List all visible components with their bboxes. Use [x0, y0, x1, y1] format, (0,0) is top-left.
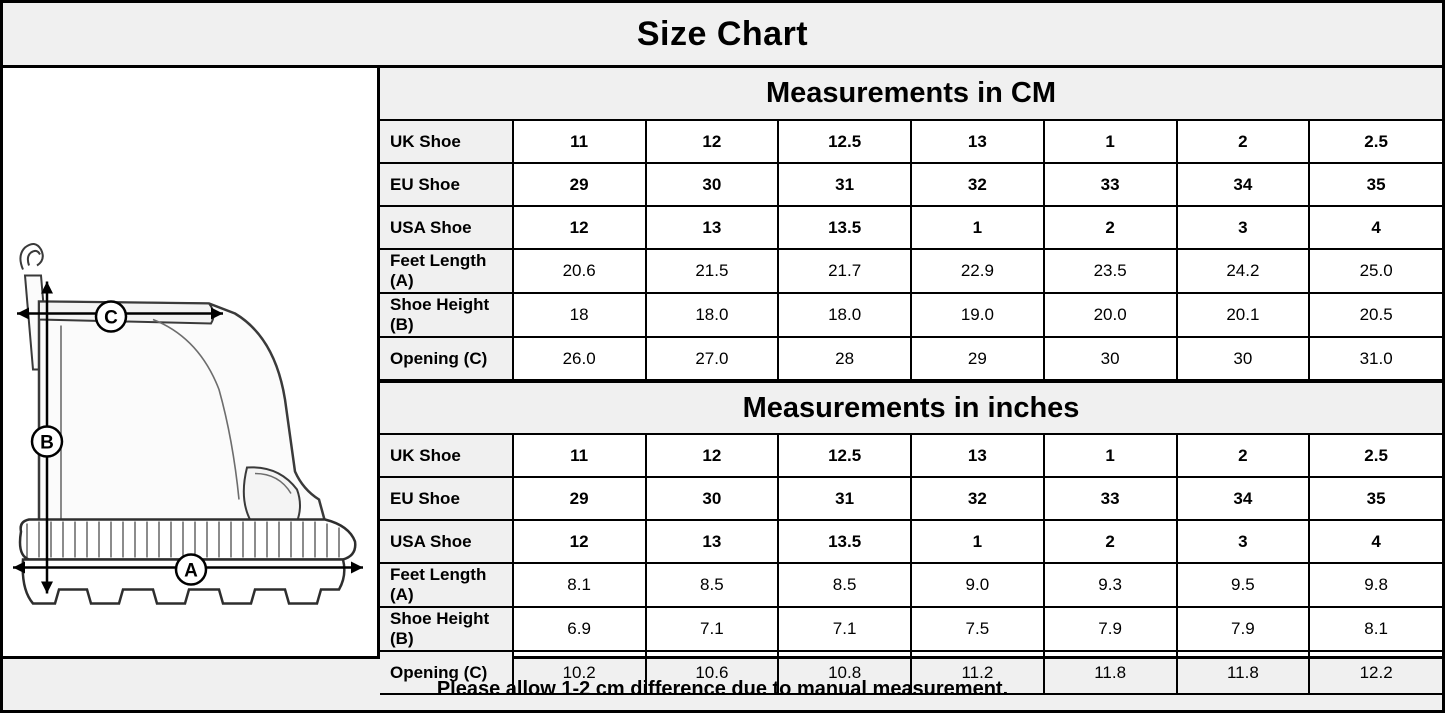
table-cell: 12 — [513, 520, 646, 563]
table-cell: 1 — [911, 206, 1044, 249]
table-cell: 9.5 — [1177, 563, 1310, 607]
table-cell: 9.8 — [1309, 563, 1442, 607]
table-row — [380, 434, 1442, 477]
table-row — [380, 563, 1442, 607]
table-cell: 12 — [646, 434, 779, 477]
row-label: Feet Length (A) — [380, 249, 513, 293]
boot-diagram — [3, 68, 377, 656]
table-cell: 35 — [1309, 477, 1442, 520]
table-cell: 3 — [1177, 520, 1310, 563]
table-cell: 20.6 — [513, 249, 646, 293]
measurements-cm-table — [380, 68, 1442, 381]
table-cell: 12.5 — [778, 434, 911, 477]
table-cell: 8.1 — [1309, 607, 1442, 651]
table-cell: 7.1 — [646, 607, 779, 651]
row-label: USA Shoe — [380, 520, 513, 563]
measurement-tables-panel — [380, 68, 1442, 682]
table-cell: 8.1 — [513, 563, 646, 607]
table-cell: 26.0 — [513, 337, 646, 380]
row-label: Feet Length (A) — [380, 563, 513, 607]
page-title-bar — [3, 3, 1442, 68]
table-row — [380, 293, 1442, 337]
table-cell: 19.0 — [911, 293, 1044, 337]
table-cell: 2 — [1177, 434, 1310, 477]
table-cell: 11 — [513, 120, 646, 163]
table-row — [380, 607, 1442, 651]
table-cell: 12 — [513, 206, 646, 249]
table-cell: 31 — [778, 477, 911, 520]
table-cell: 35 — [1309, 163, 1442, 206]
table-cell: 24.2 — [1177, 249, 1310, 293]
table-cell: 2 — [1044, 520, 1177, 563]
table-cell: 11.8 — [1177, 651, 1310, 694]
table-cell: 31.0 — [1309, 337, 1442, 380]
table-cell: 8.5 — [778, 563, 911, 607]
table-cell: 30 — [646, 163, 779, 206]
table-cell: 13 — [911, 120, 1044, 163]
row-label: USA Shoe — [380, 206, 513, 249]
table-cell: 23.5 — [1044, 249, 1177, 293]
table-cell: 29 — [513, 477, 646, 520]
table-cell: 10.2 — [513, 651, 646, 694]
table-cell: 1 — [1044, 434, 1177, 477]
table-cell: 30 — [646, 477, 779, 520]
table-cell: 30 — [1044, 337, 1177, 380]
table-cell: 3 — [1177, 206, 1310, 249]
table-cell: 13 — [646, 520, 779, 563]
table-cell: 2 — [1177, 120, 1310, 163]
row-label: Shoe Height (B) — [380, 293, 513, 337]
measurement-disclaimer: Please allow 1-2 cm difference due to manual measurement. — [436, 677, 1009, 700]
table-cell: 20.0 — [1044, 293, 1177, 337]
section-heading-cm: Measurements in CM — [380, 68, 1442, 120]
row-label: EU Shoe — [380, 163, 513, 206]
table-cell: 11.8 — [1044, 651, 1177, 694]
boot-diagram-panel — [3, 68, 380, 656]
table-cell: 25.0 — [1309, 249, 1442, 293]
table-cell: 20.5 — [1309, 293, 1442, 337]
table-cell: 32 — [911, 477, 1044, 520]
table-cell: 33 — [1044, 163, 1177, 206]
table-cell: 2.5 — [1309, 434, 1442, 477]
table-cell: 29 — [911, 337, 1044, 380]
table-cell: 7.9 — [1044, 607, 1177, 651]
row-label: Shoe Height (B) — [380, 607, 513, 651]
table-cell: 13.5 — [778, 520, 911, 563]
table-cell: 6.9 — [513, 607, 646, 651]
table-row — [380, 120, 1442, 163]
table-cell: 21.7 — [778, 249, 911, 293]
table-cell: 29 — [513, 163, 646, 206]
row-label: Opening (C) — [380, 651, 513, 694]
table-cell: 22.9 — [911, 249, 1044, 293]
table-row — [380, 477, 1442, 520]
diagram-label-a: A — [184, 560, 198, 582]
row-label: UK Shoe — [380, 434, 513, 477]
table-cell: 12.2 — [1309, 651, 1442, 694]
page-title: Size Chart — [636, 14, 809, 53]
table-cell: 11.2 — [911, 651, 1044, 694]
section-heading-inches: Measurements in inches — [380, 382, 1442, 434]
table-row — [380, 249, 1442, 293]
table-row — [380, 337, 1442, 380]
table-cell: 30 — [1177, 337, 1310, 380]
table-cell: 7.1 — [778, 607, 911, 651]
section-heading-row — [380, 68, 1442, 120]
table-cell: 13 — [646, 206, 779, 249]
table-cell: 18.0 — [646, 293, 779, 337]
table-cell: 10.6 — [646, 651, 779, 694]
table-cell: 8.5 — [646, 563, 779, 607]
table-cell: 12.5 — [778, 120, 911, 163]
measurements-inches-table — [380, 381, 1442, 695]
diagram-label-b: B — [40, 432, 54, 454]
table-cell: 21.5 — [646, 249, 779, 293]
table-cell: 18 — [513, 293, 646, 337]
table-cell: 9.0 — [911, 563, 1044, 607]
chart-body — [3, 68, 1442, 682]
table-cell: 1 — [1044, 120, 1177, 163]
table-cell: 34 — [1177, 163, 1310, 206]
table-cell: 7.5 — [911, 607, 1044, 651]
table-cell: 12 — [646, 120, 779, 163]
table-cell: 13.5 — [778, 206, 911, 249]
table-cell: 18.0 — [778, 293, 911, 337]
table-cell: 27.0 — [646, 337, 779, 380]
table-cell: 33 — [1044, 477, 1177, 520]
table-cell: 4 — [1309, 206, 1442, 249]
table-cell: 2 — [1044, 206, 1177, 249]
section-heading-row — [380, 382, 1442, 434]
table-cell: 28 — [778, 337, 911, 380]
diagram-label-c: C — [104, 307, 118, 329]
table-cell: 4 — [1309, 520, 1442, 563]
table-cell: 34 — [1177, 477, 1310, 520]
table-cell: 2.5 — [1309, 120, 1442, 163]
table-row — [380, 163, 1442, 206]
table-cell: 1 — [911, 520, 1044, 563]
table-cell: 31 — [778, 163, 911, 206]
table-cell: 11 — [513, 434, 646, 477]
table-row — [380, 520, 1442, 563]
table-cell: 9.3 — [1044, 563, 1177, 607]
table-row — [380, 206, 1442, 249]
row-label: Opening (C) — [380, 337, 513, 380]
row-label: UK Shoe — [380, 120, 513, 163]
table-cell: 7.9 — [1177, 607, 1310, 651]
row-label: EU Shoe — [380, 477, 513, 520]
table-cell: 10.8 — [778, 651, 911, 694]
table-cell: 13 — [911, 434, 1044, 477]
table-cell: 20.1 — [1177, 293, 1310, 337]
table-cell: 32 — [911, 163, 1044, 206]
